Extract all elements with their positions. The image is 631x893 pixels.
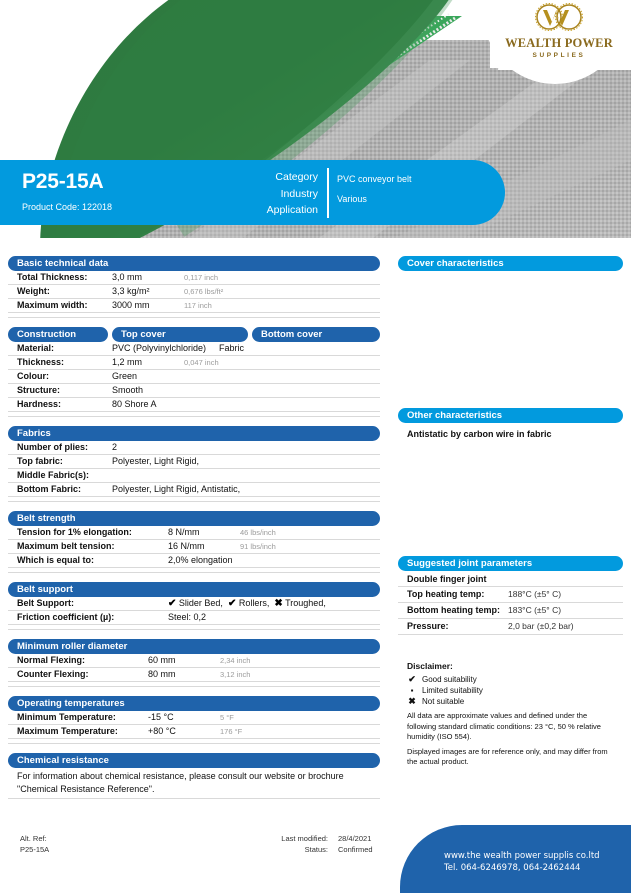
row-key: Thickness: [17,357,65,367]
section-header-joint-parameters: Suggested joint parameters [398,556,623,571]
table-row [8,483,380,497]
row-spacer [8,568,380,573]
row-top-cover: Smooth [112,385,144,395]
section-other-characteristics [398,408,623,439]
row-key: Counter Flexing: [17,669,89,679]
row-value: Polyester, Light Rigid, [112,456,200,466]
row-spacer [8,412,380,417]
joint-subtitle: Double finger joint [398,571,623,587]
meta-label-category: Category [275,171,318,183]
row-top-cover: 1,2 mm [112,357,143,367]
footer-contact-text [444,851,600,874]
table-row [8,611,380,625]
row-key: Top fabric: [17,456,63,466]
row-imperial: 91 lbs/inch [240,542,276,551]
row-key: Normal Flexing: [17,655,86,665]
cover-characteristics-body [398,271,623,399]
row-key: Maximum Temperature: [17,726,118,736]
product-title-bar [0,160,505,225]
status-badge: Confirmed [338,845,373,854]
alt-ref-block [20,833,49,855]
row-bottom-cover: Fabric [219,343,245,353]
disclaimer-paragraph-2: Displayed images are for reference only, and may differ from the actual product. [407,746,608,766]
section-construction [8,327,380,417]
meta-divider [327,168,329,218]
footer-contact-band [400,825,631,893]
table-row [8,597,380,611]
section-header-other-characteristics: Other characteristics [398,408,623,423]
row-top-cover: 80 Shore A [112,399,157,409]
table-row [8,370,380,384]
row-imperial: 176 °F [220,727,243,736]
table-row [8,725,380,739]
cross-icon: ✖ [274,598,283,609]
row-top-cover: Green [112,371,138,381]
product-meta-values [337,169,412,209]
row-key: Maximum width: [17,300,88,310]
alt-ref-label: Alt. Ref: [20,834,47,843]
row-key: Which is equal to: [17,555,95,565]
row-key: Pressure: [407,621,449,631]
legend-item-good [407,674,614,685]
meta-label-industry: Industry [280,187,318,200]
table-row [8,469,380,483]
table-row [8,384,380,398]
row-spacer [8,625,380,630]
row-imperial: 5 °F [220,713,234,722]
right-column [398,256,623,768]
logo-subtitle: SUPPLIES [532,51,586,59]
row-imperial: 2,34 inch [220,656,251,665]
square-bullet-icon: ▪ [410,686,414,695]
table-row [8,455,380,469]
section-header-belt-support: Belt support [8,582,380,597]
row-key: Minimum Temperature: [17,712,116,722]
row-spacer [8,682,380,687]
product-meta-labels [200,169,318,219]
disclaimer-title: Disclaimer: [407,661,453,671]
logo-wordmark: WEALTH POWER [505,36,613,50]
left-column [8,256,380,808]
section-cover-characteristics [398,256,623,399]
table-row [8,554,380,568]
section-operating-temperatures [8,696,380,744]
table-row [398,619,623,635]
company-website: www.the wealth power supplis co.ltd [444,851,600,861]
section-header-bottom-cover: Bottom cover [252,327,380,342]
table-row [8,668,380,682]
belt-support-options [168,598,380,609]
row-key: Tension for 1% elongation: [17,527,132,537]
legend-item-limited [407,685,614,696]
row-key: Weight: [17,286,50,296]
row-key: Friction coefficient (µ): [17,612,115,622]
footer-values [338,833,373,855]
row-key: Hardness: [17,399,62,409]
section-chemical-resistance [8,753,380,799]
last-modified-value: 28/4/2021 [338,834,372,843]
row-value: 183°C (±5° C) [508,605,562,615]
support-option-label: Slider Bed, [178,598,223,608]
row-value: Polyester, Light Rigid, Antistatic, [112,484,241,494]
footer-labels [208,833,328,855]
table-row [398,587,623,603]
row-spacer [8,497,380,502]
row-imperial: 46 lbs/inch [240,528,276,537]
row-value: +80 °C [148,726,176,736]
construction-header-row [8,327,380,342]
row-value: 2,0% elongation [168,555,233,565]
product-code: Product Code: 122018 [22,202,113,212]
meta-value-industry: Various [337,194,367,204]
table-row [8,654,380,668]
last-modified-label: Last modified: [281,834,328,843]
row-value: 16 N/mm [168,541,205,551]
section-header-roller: Minimum roller diameter [8,639,380,654]
section-header-construction: Construction [8,327,108,342]
row-key: Number of plies: [17,442,89,452]
row-key: Maximum belt tension: [17,541,115,551]
row-value: 80 mm [148,669,176,679]
row-spacer [8,739,380,744]
row-value: 3,0 mm [112,272,143,282]
row-imperial: 0,117 inch [184,273,219,282]
company-logo [495,2,623,64]
company-telephone: Tel. 064-6246978, 064-2462444 [444,862,581,873]
section-header-fabrics: Fabrics [8,426,380,441]
table-row [8,398,380,412]
row-value: 60 mm [148,655,176,665]
row-value: 2,0 bar (±0,2 bar) [508,621,574,631]
section-header-cover-characteristics: Cover characteristics [398,256,623,271]
row-key: Colour: [17,371,49,381]
row-value: 3000 mm [112,300,150,310]
alt-ref-value: P25-15A [20,845,50,854]
legend-label: Good suitability [422,675,477,684]
table-row [8,285,380,299]
table-row [8,299,380,313]
row-top-cover: PVC (Polyvinylchloride) [112,343,207,353]
check-icon: ✔ [168,598,177,609]
section-basic-technical-data [8,256,380,318]
row-value: -15 °C [148,712,174,722]
row-imperial: 0,047 inch [184,358,219,367]
table-row [8,526,380,540]
row-key: Belt Support: [17,598,74,608]
row-key: Bottom heating temp: [407,605,500,615]
table-row [8,271,380,285]
row-imperial: 3,12 inch [220,670,251,679]
meta-label-application: Application [266,204,318,216]
chemical-resistance-text: For information about chemical resistance, please consult our website or brochure "Chemical Resistance Reference". [8,768,380,799]
disclaimer-block [398,661,614,768]
row-value: 3,3 kg/m² [112,286,150,296]
section-header-temperatures: Operating temperatures [8,696,380,711]
section-header-belt-strength: Belt strength [8,511,380,526]
row-value: 188°C (±5° C) [508,589,562,599]
row-value: 8 N/mm [168,527,200,537]
row-imperial: 0,676 lbs/ft² [184,287,224,296]
table-row [398,603,623,619]
check-icon: ✔ [408,674,416,684]
support-option-label: Rollers, [238,598,270,608]
table-row [8,711,380,725]
row-key: Middle Fabric(s): [17,470,90,480]
legend-item-not-suitable [407,696,614,707]
meta-value-category: PVC conveyor belt [337,174,412,184]
row-value: Steel: 0,2 [168,612,207,622]
support-option-label: Troughed, [285,598,326,608]
status-label: Status: [304,845,328,854]
section-minimum-roller-diameter [8,639,380,687]
table-row [8,540,380,554]
row-key: Structure: [17,385,61,395]
table-row [8,441,380,455]
section-belt-support [8,582,380,630]
check-icon: ✔ [227,598,237,609]
row-key: Bottom Fabric: [17,484,81,494]
wealth-power-monogram-icon [528,2,590,36]
cross-icon: ✖ [408,696,416,706]
section-fabrics [8,426,380,502]
section-header-chemical: Chemical resistance [8,753,380,768]
other-characteristics-note: Antistatic by carbon wire in fabric [407,429,552,439]
row-spacer [8,313,380,318]
row-value: 2 [112,442,118,452]
section-belt-strength [8,511,380,573]
legend-label: Not suitable [422,697,465,706]
disclaimer-paragraph-1: All data are approximate values and defined under the following standard climatic conditions: 23 °C, 50 % relative humidity (ISO 554). [407,711,601,741]
row-key: Total Thickness: [17,272,88,282]
section-header-basic: Basic technical data [8,256,380,271]
table-row [8,356,380,370]
row-key: Top heating temp: [407,589,485,599]
legend-label: Limited suitability [422,686,483,695]
section-joint-parameters [398,556,623,635]
row-key: Material: [17,343,55,353]
page-title: P25-15A [22,170,104,193]
row-imperial: 117 inch [184,301,212,310]
section-header-top-cover: Top cover [112,327,248,342]
table-row [8,342,380,356]
